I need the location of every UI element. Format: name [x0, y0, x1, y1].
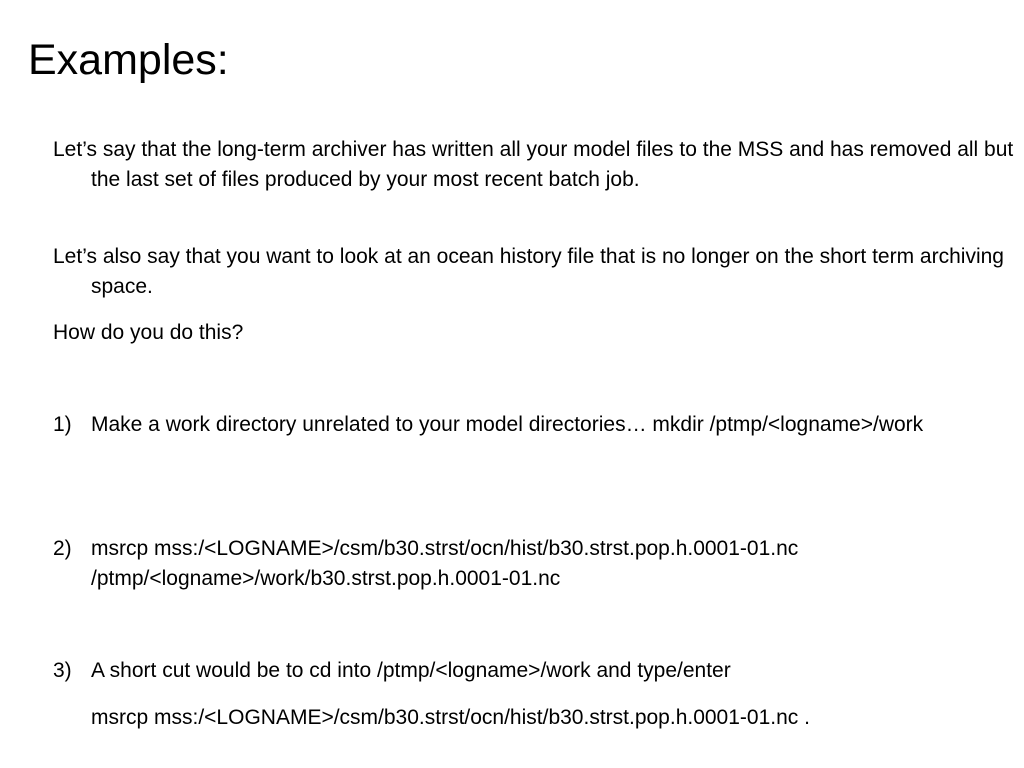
step-number: 3) [53, 659, 72, 682]
step-2 [53, 534, 993, 594]
step-1 [53, 410, 993, 440]
step-text: A short cut would be to cd into /ptmp/<logname>/work and type/enter [91, 659, 731, 682]
step-3-command: msrcp mss:/<LOGNAME>/csm/b30.strst/ocn/hist/b30.strst.pop.h.0001-01.nc . [91, 706, 810, 729]
step-number: 1) [53, 413, 72, 436]
step-number: 2) [53, 537, 72, 560]
step-text: Make a work directory unrelated to your model directories… mkdir /ptmp/<logname>/work [91, 413, 924, 436]
paragraph-archiver: Let’s say that the long-term archiver has written all your model files to the MSS and has removed all but the last set of files produced by your most recent batch job. [53, 138, 1014, 191]
step-3 [53, 656, 993, 686]
paragraph-ocean-history: Let’s also say that you want to look at an ocean history file that is no longer on the short term archiving space. [53, 245, 1004, 298]
paragraph-question: How do you do this? [53, 321, 244, 344]
slide-title: Examples: [28, 36, 229, 84]
step-text: msrcp mss:/<LOGNAME>/csm/b30.strst/ocn/hist/b30.strst.pop.h.0001-01.nc /ptmp/<logname>/work/b30.strst.pop.h.0001-01.nc [91, 537, 799, 590]
